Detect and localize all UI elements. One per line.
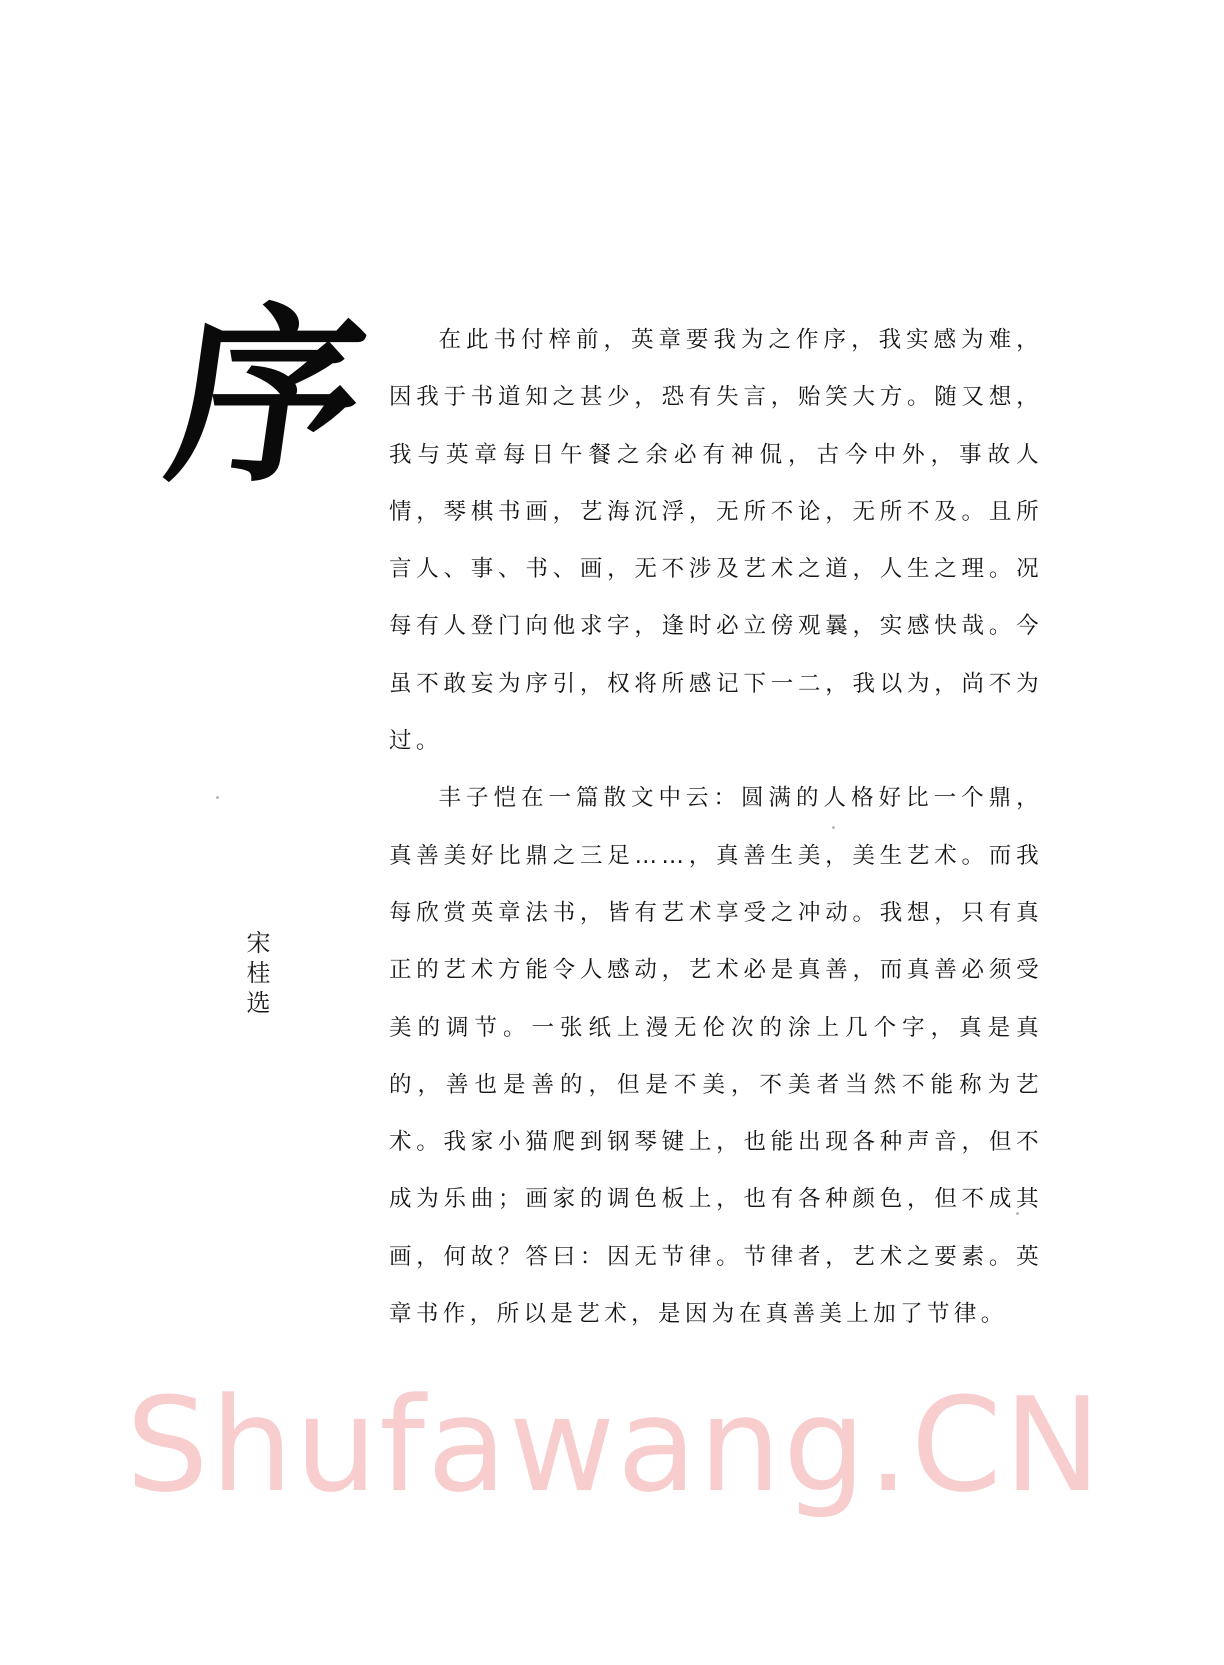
- preface-body: [389, 312, 1043, 1343]
- author-name: 宋桂选: [242, 930, 270, 1020]
- body-paragraph: 丰子恺在一篇散文中云：圆满的人格好比一个鼎，真善美好比鼎之三足……，真善生美，美生艺术。而我每欣赏英章法书，皆有艺术享受之冲动。我想，只有真正的艺术方能令人感动，艺术必是真善，而真善必须受美的调节。一张纸上漫无伦次的涂上几个字，真是真的，善也是善的，但是不美，不美者当然不能称为艺术。我家小猫爬到钢琴键上，也能出现各种声音，但不成为乐曲；画家的调色板上，也有各种颜色，但不成其画，何故？答曰：因无节律。节律者，艺术之要素。英章书作，所以是艺术，是因为在真善美上加了节律。: [389, 785, 1043, 1328]
- scan-speck: [1016, 1212, 1019, 1215]
- preface-title: 序: [156, 285, 378, 508]
- watermark: Shufawang.CN: [126, 1369, 1103, 1521]
- scan-speck: [216, 796, 219, 799]
- scan-speck: [832, 826, 835, 829]
- body-paragraph: 在此书付梓前，英章要我为之作序，我实感为难，因我于书道知之甚少，恐有失言，贻笑大方。随又想，我与英章每日午餐之余必有神侃，古今中外，事故人情，琴棋书画，艺海沉浮，无所不论，无所不及。且所言人、事、书、画，无不涉及艺术之道，人生之理。况每有人登门向他求字，逢时必立傍观曩，实感快哉。今虽不敢妄为序引，权将所感记下一二，我以为，尚不为过。: [389, 327, 1043, 755]
